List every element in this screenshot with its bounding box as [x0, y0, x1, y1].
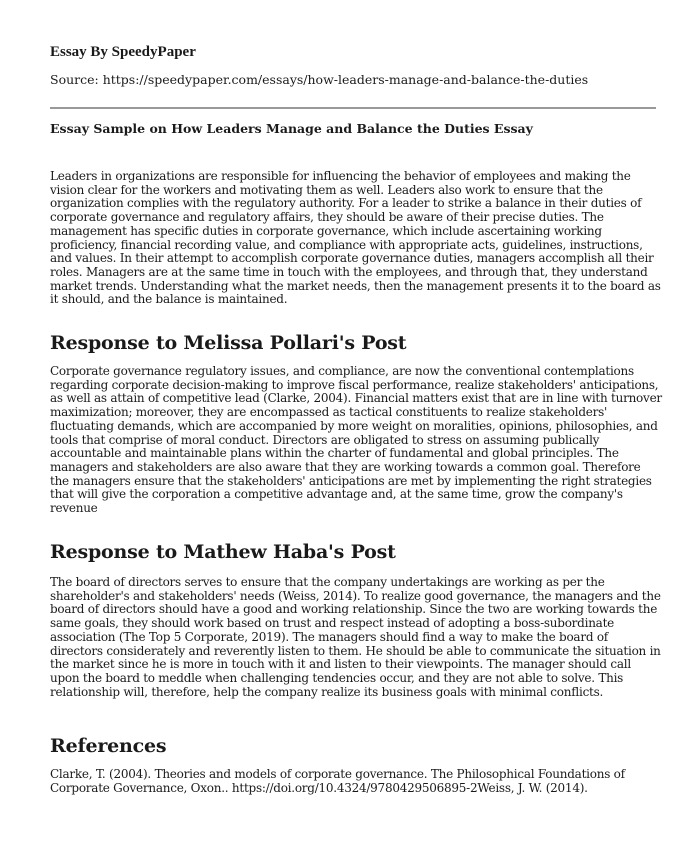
- publisher-title: Essay By SpeedyPaper: [50, 44, 196, 60]
- section-heading-mathew: Response to Mathew Haba's Post: [50, 541, 396, 563]
- section-heading-references: References: [50, 735, 167, 757]
- section-paragraph-mathew: The board of directors serves to ensure that the company undertakings are working as per the shareholder's and stakeholders' needs (Weiss, 2014). To realize good governance, the managers and the board of directors should have a good and working relationship. Since the two are working towards the same goals, they should work based on trust and respect instead of adopting a boss-subordinate association (The Top 5 Corporate, 2019). The managers should find a way to make the board of directors considerately and reverently listen to them. He should be able to communicate the situation in the market since he is more in touch with it and listen to their viewpoints. The manager should call upon the board to meddle when challenging tendencies occur, and they are not able to solve. This relationship will, therefore, help the company realize its business goals with minimal conflicts.: [50, 575, 661, 699]
- section-heading-melissa: Response to Melissa Pollari's Post: [50, 332, 407, 354]
- references-paragraph: Clarke, T. (2004). Theories and models of corporate governance. The Philosophical Foundations of Corporate Governance, Oxon.. https://doi.org/10.4324/9780429506895-2Weiss, J. W. (2014).: [50, 767, 625, 795]
- header-divider: [50, 107, 656, 109]
- source-line: Source: https://speedypaper.com/essays/how-leaders-manage-and-balance-the-duties: [50, 72, 589, 87]
- section-paragraph-melissa: Corporate governance regulatory issues, and compliance, are now the conventional contemplations regarding corporate decision-making to improve fiscal performance, realize stakeholders' anticipations, as well as attain of competitive lead (Clarke, 2004). Financial matters exist that are in line with turnover maximization; moreover, they are encompassed as tactical constituents to realize stakeholders' fluctuating demands, which are accompanied by more weight on moralities, opinions, philosophies, and tools that comprise of moral conduct. Directors are obligated to stress on assuming publically accountable and maintainable plans within the charter of fundamental and global principles. The managers and stakeholders are also aware that they are working towards a common goal. Therefore the managers ensure that the stakeholders' anticipations are met by implementing the right strategies that will give the corporation a competitive advantage and, at the same time, grow the company's revenue: [50, 364, 662, 516]
- intro-paragraph: Leaders in organizations are responsible for influencing the behavior of employees and making the vision clear for the workers and motivating them as well. Leaders also work to ensure that the organization complies with the regulatory authority. For a leader to strike a balance in their duties of corporate governance and regulatory affairs, they should be aware of their precise duties. The management has specific duties in corporate governance, which include ascertaining working proficiency, financial recording value, and compliance with appropriate acts, guidelines, instructions, and values. In their attempt to accomplish corporate governance duties, managers accomplish all their roles. Managers are at the same time in touch with the employees, and through that, they understand market trends. Understanding what the market needs, then the management presents it to the board as it should, and the balance is maintained.: [50, 169, 661, 307]
- essay-title: Essay Sample on How Leaders Manage and Balance the Duties Essay: [50, 121, 533, 136]
